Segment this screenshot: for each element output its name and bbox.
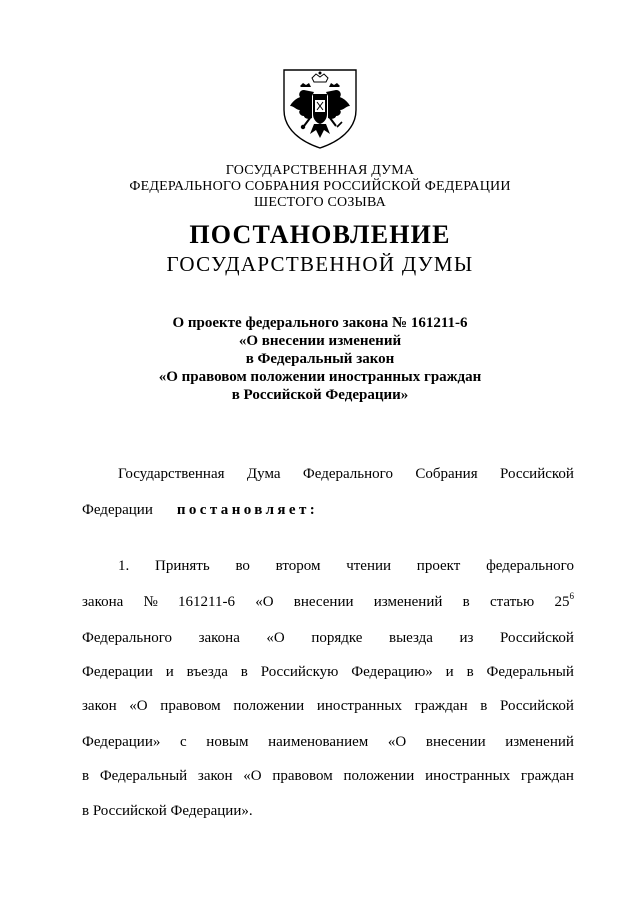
word: Российскую — [260, 664, 339, 680]
paragraph-line — [82, 696, 574, 716]
word: 1. — [118, 558, 130, 574]
subject-line-4: «О правовом положении иностранных граждан — [158, 369, 482, 385]
word: Федерального — [302, 466, 393, 482]
word: Федерацию» — [351, 664, 433, 680]
word: граждан — [520, 768, 574, 784]
paragraph-line — [82, 628, 574, 648]
word: «О — [387, 734, 407, 750]
word: № — [143, 594, 158, 610]
word: иностранных — [316, 698, 402, 714]
word: статью — [489, 594, 535, 610]
preamble-line-2 — [82, 500, 574, 520]
word: «О — [243, 768, 262, 784]
resolves-word: постановляет: — [176, 502, 319, 518]
word: Российской — [500, 630, 574, 646]
word: Российской — [500, 698, 574, 714]
header-line-duma: ГОСУДАРСТВЕННАЯ ДУМА — [225, 163, 415, 178]
word: «О — [255, 594, 274, 610]
word: с — [179, 734, 187, 750]
word: в — [480, 698, 488, 714]
word: правовом — [272, 768, 333, 784]
word: внесении — [425, 734, 486, 750]
word: из — [459, 630, 474, 646]
word: изменений — [505, 734, 574, 750]
document-subtitle: ГОСУДАРСТВЕННОЙ ДУМЫ — [166, 252, 474, 276]
word: закона — [198, 630, 240, 646]
word: въезда — [186, 664, 228, 680]
header-line-convocation: ШЕСТОГО СОЗЫВА — [254, 195, 386, 210]
word: закон — [197, 768, 233, 784]
subject-line-3: в Федеральный закон — [245, 351, 395, 367]
header-line-assembly: ФЕДЕРАЛЬНОГО СОБРАНИЯ РОССИЙСКОЙ ФЕДЕРАЦИИ — [129, 179, 511, 194]
word: Федерации — [82, 664, 153, 680]
word: закон — [82, 698, 117, 714]
word: выезда — [389, 630, 433, 646]
word: Федеральный — [486, 664, 574, 680]
word: Дума — [246, 466, 281, 482]
word: Федерального — [82, 630, 173, 646]
subject-line-2: «О внесении изменений — [238, 333, 402, 349]
word: в — [462, 594, 470, 610]
word: новым — [206, 734, 249, 750]
paragraph-line — [82, 662, 574, 682]
word: граждан — [414, 698, 468, 714]
word: Федерации» — [82, 734, 161, 750]
word: в — [82, 768, 90, 784]
word: «О — [266, 630, 285, 646]
word: Государственная — [118, 466, 225, 482]
paragraph-line — [118, 556, 574, 576]
word: наименованием — [268, 734, 369, 750]
article-number — [554, 592, 574, 612]
article-number-base: 25 — [554, 594, 570, 610]
word: Российской — [500, 466, 574, 482]
word: во — [235, 558, 250, 574]
word: «О — [129, 698, 148, 714]
word: Принять — [155, 558, 210, 574]
word: в — [240, 664, 248, 680]
word: чтении — [346, 558, 392, 574]
word: изменений — [373, 594, 443, 610]
word: внесении — [293, 594, 354, 610]
word: 161211-6 — [178, 594, 235, 610]
word: в — [466, 664, 474, 680]
word: правовом — [160, 698, 221, 714]
paragraph-line — [82, 732, 574, 752]
subject-line-5: в Российской Федерации» — [231, 387, 409, 403]
word: закона — [82, 594, 124, 610]
word: и — [445, 664, 454, 680]
word: Собрания — [415, 466, 478, 482]
subject-line-1: О проекте федерального закона № 161211-6 — [172, 315, 468, 331]
document-title: ПОСТАНОВЛЕНИЕ — [189, 220, 451, 249]
article-number-superscript: 6 — [569, 591, 574, 601]
paragraph-line — [82, 592, 574, 612]
paragraph-line — [82, 766, 574, 786]
word: Федеральный — [99, 768, 188, 784]
word: положении — [233, 698, 305, 714]
word: положении — [343, 768, 415, 784]
word: иностранных — [425, 768, 511, 784]
word: федерального — [486, 558, 574, 574]
preamble-line-1 — [118, 464, 574, 484]
word: проект — [416, 558, 461, 574]
word: втором — [275, 558, 321, 574]
word: и — [165, 664, 174, 680]
word: Федерации — [82, 502, 153, 518]
word: порядке — [311, 630, 363, 646]
coat-of-arms-emblem — [276, 66, 364, 150]
paragraph-last-line: в Российской Федерации». — [82, 803, 253, 819]
